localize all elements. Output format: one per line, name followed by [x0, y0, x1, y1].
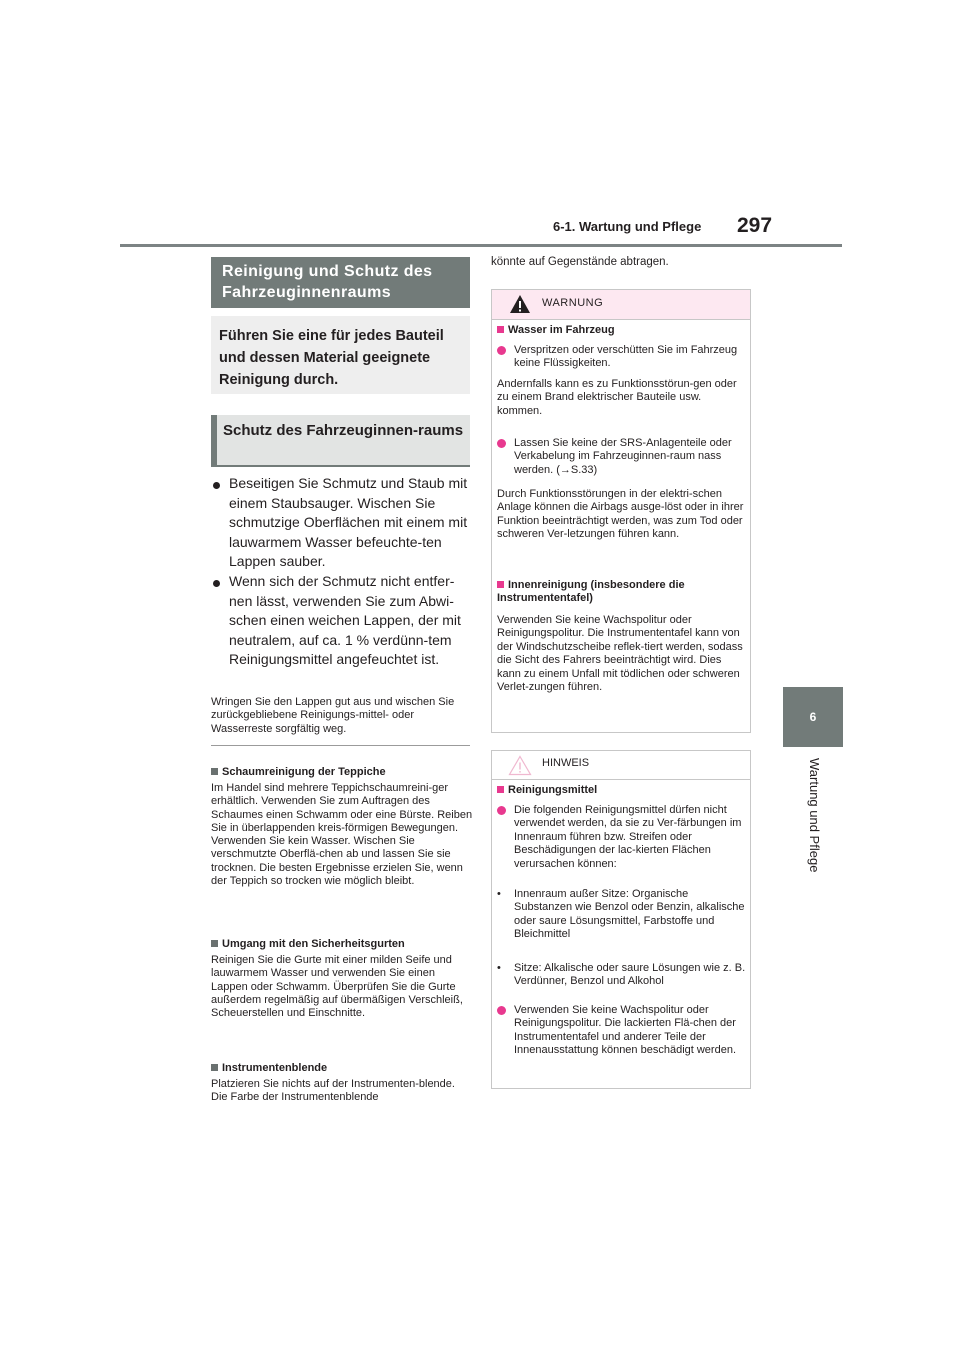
square-bullet-icon	[211, 768, 218, 775]
square-bullet-icon	[211, 940, 218, 947]
pink-bullet-icon	[497, 806, 506, 815]
main-heading: Reinigung und Schutz des Fahrzeuginnenraums	[211, 257, 470, 308]
square-bullet-icon	[211, 1064, 218, 1071]
pink-square-bullet-icon	[497, 786, 504, 793]
hinweis-list-item	[497, 888, 747, 942]
warning-bullet	[497, 344, 747, 371]
warning-bullet	[497, 437, 747, 477]
pink-bullet-icon	[497, 439, 506, 448]
section-text: Reinigen Sie die Gurte mit einer milden Seife und lauwarmem Wasser und verwenden Sie einen Lappen oder Schwamm. Überprüfen Sie die Gurte außerdem regelmäßig auf übermäßigen Verschleiß, Scheuerstellen und Einschnitte.	[211, 954, 463, 1020]
list-marker: •	[497, 962, 501, 974]
sub-heading: Schutz des Fahrzeuginnen-raums	[211, 415, 470, 466]
section-heading-text: Schaumreinigung der Teppiche	[222, 766, 386, 778]
warning-triangle-icon	[509, 294, 531, 314]
section-heading-text: Instrumentenblende	[222, 1062, 328, 1074]
bullet-item	[213, 572, 471, 670]
hinweis-list-text: Innenraum außer Sitze: Organische Substanzen wie Benzol oder Benzin, alkalische oder saure Lösungsmittel, Farbstoffe und Bleichmittel	[514, 888, 745, 941]
warning-bullet-text: Verspritzen oder verschütten Sie im Fahrzeug keine Flüssigkeiten.	[514, 344, 738, 370]
pink-bullet-icon	[497, 346, 506, 355]
warning-bullet-text: Lassen Sie keine der SRS-Anlagenteile oder Verkabelung im Fahrzeuginnen-raum nass werden. (→S.33)	[514, 437, 732, 476]
sub-heading-accent-bar	[211, 415, 217, 466]
bullet-text: Beseitigen Sie Schmutz und Staub mit einem Staubsauger. Wischen Sie schmutzige Oberflächen mit einem mit lauwarmem Wasser befeuchte-ten Lappen sauber.	[229, 475, 468, 569]
bullet-dot-icon	[213, 482, 220, 489]
section-text: Im Handel sind mehrere Teppichschaumreini-ger erhältlich. Verwenden Sie zum Auftragen des Schaumes einen Schwamm oder eine Bürste. Reiben Sie in überlappenden kreis-förmigen Bewegungen. Verwenden Sie kein Wasser. Wischen Sie verschmutzte Oberflä-chen ab und lassen Sie sie trocknen. Die besten Ergebnisse erzielen Sie, wenn der Teppich so trocken wie möglich bleibt.	[211, 782, 473, 888]
bullet-dot-icon	[213, 580, 220, 587]
warning-text: Andernfalls kann es zu Funktionsstörun-gen oder zu einem Brand elektrischer Bauteile usw. kommen.	[497, 378, 737, 417]
warning-text: Durch Funktionsstörungen in der elektri-schen Anlage können die Airbags ausge-löst oder in ihrer Funktion beeinträchtigt werden, was zum Tod oder schweren Ver-letzungen führen kann.	[497, 488, 744, 541]
warning-text: Verwenden Sie keine Wachspolitur oder Reinigungspolitur. Die Instrumententafel kann von der Windschutzscheibe reflek-tiert werden, sodass die Sicht des Fahrers beeinträchtigt wird. Dies kann zu einem Unfall mit tödlichen oder schweren Verlet-zungen führen.	[497, 614, 743, 694]
hinweis-list-text: Sitze: Alkalische oder saure Lösungen wie z. B. Verdünner, Benzol und Alkohol	[514, 962, 746, 988]
section-heading-text: Umgang mit den Sicherheitsgurten	[222, 938, 405, 950]
hinweis-list-item	[497, 962, 747, 989]
hinweis-bullet	[497, 804, 747, 871]
sub-heading-rule	[211, 465, 470, 467]
warning-title: WARNUNG	[542, 297, 604, 309]
warning-subheading-text: Wasser im Fahrzeug	[508, 324, 615, 336]
intro-box: Führen Sie eine für jedes Bauteil und dessen Material geeignete Reinigung durch.	[211, 316, 470, 394]
hinweis-subheading-text: Reinigungsmittel	[508, 784, 598, 796]
bullet-text: Wenn sich der Schmutz nicht entfer-nen lässt, verwenden Sie zum Abwi-schen einen weichen Lappen, der mit neutralem, auf ca. 1 % verdünn-tem Reinigungsmittel angefeuchtet ist.	[229, 573, 461, 667]
warning-subheading-text: Innenreinigung (insbesondere die Instrumententafel)	[497, 579, 685, 604]
section-heading	[211, 1062, 473, 1075]
caution-triangle-icon	[508, 755, 532, 776]
continuation-text: könnte auf Gegenstände abtragen.	[491, 256, 669, 268]
warning-subheading	[497, 324, 747, 337]
note-text: Wringen Sie den Lappen gut aus und wischen Sie zurückgebliebene Reinigungs-mittel- oder Wasserreste sorgfältig weg.	[211, 696, 455, 735]
section-heading	[211, 766, 473, 779]
pink-bullet-icon	[497, 1006, 506, 1015]
section-text: Platzieren Sie nichts auf der Instrumenten-blende. Die Farbe der Instrumentenblende	[211, 1078, 455, 1104]
list-marker: •	[497, 888, 501, 900]
chapter-tab[interactable]: 6	[783, 687, 843, 747]
hinweis-bullet	[497, 1004, 747, 1058]
header-rule	[120, 244, 842, 247]
hinweis-bullet-text: Die folgenden Reinigungsmittel dürfen nicht verwendet werden, da sie zu Ver-färbungen im Innenraum führen bzw. Streifen oder Beschädigungen der lac-kierten Flächen verursachen können:	[514, 804, 742, 870]
divider	[211, 745, 470, 746]
pink-square-bullet-icon	[497, 581, 504, 588]
hinweis-subheading	[497, 784, 747, 797]
section-heading	[211, 938, 473, 951]
hinweis-bullet-text: Verwenden Sie keine Wachspolitur oder Reinigungspolitur. Die lackierten Flä-chen der Instrumententafel und anderer Teile der Innenausstattung können beschädigt werden.	[514, 1004, 736, 1057]
section-title: 6-1. Wartung und Pflege	[553, 219, 702, 234]
hinweis-title: HINWEIS	[542, 757, 590, 769]
warning-subheading	[497, 579, 747, 605]
bullet-item	[213, 474, 471, 572]
pink-square-bullet-icon	[497, 326, 504, 333]
chapter-side-label: Wartung und Pflege	[807, 758, 822, 873]
page-number: 297	[737, 214, 773, 237]
